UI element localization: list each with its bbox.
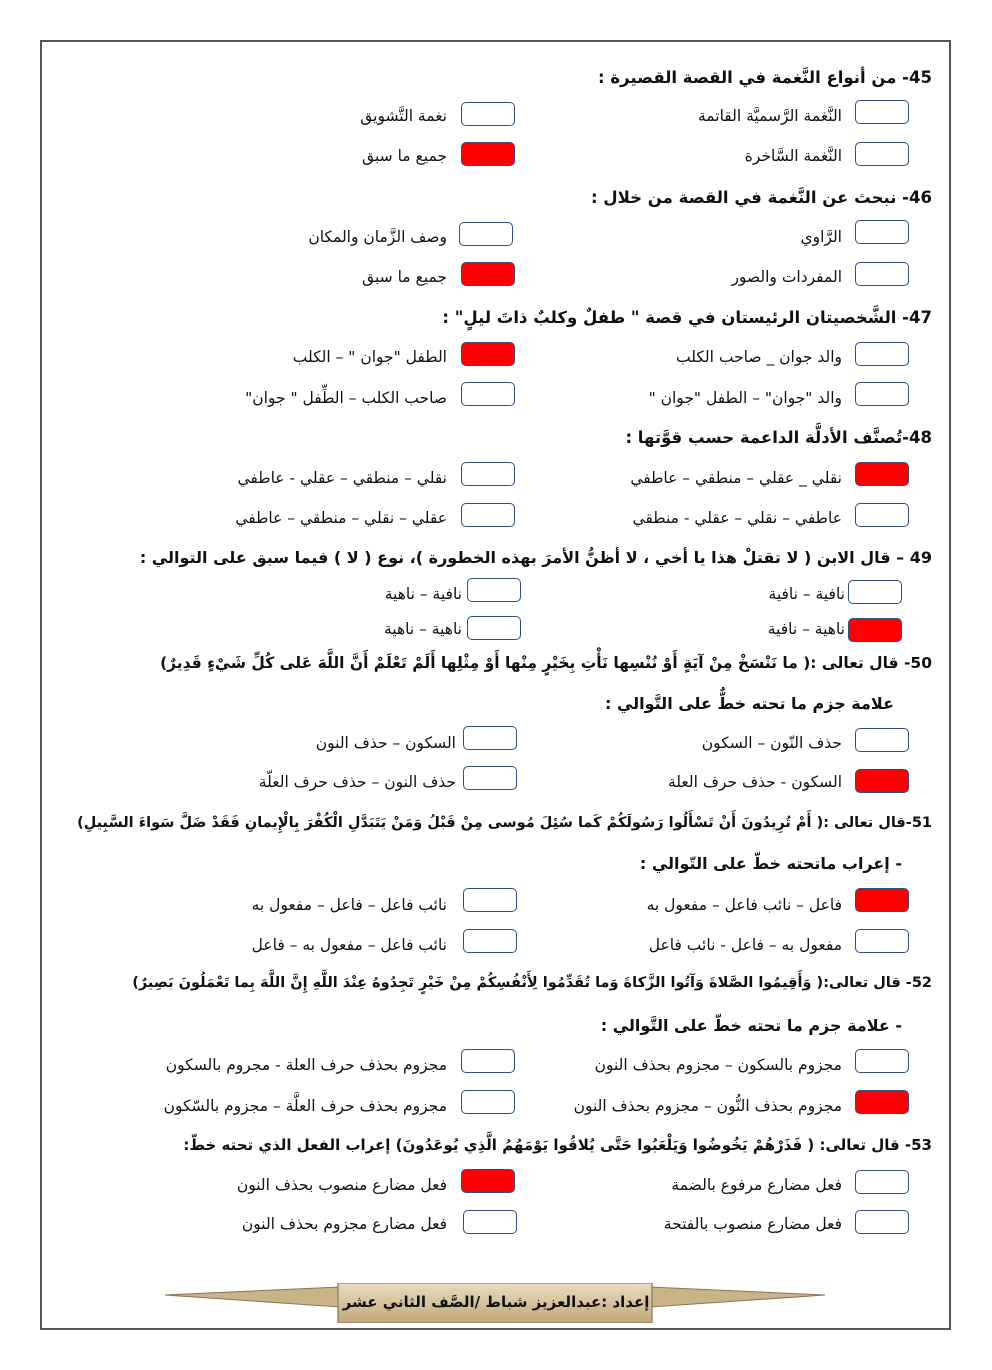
q53-option-1-label: فعل مضارع مرفوع بالضمة [671, 1176, 842, 1194]
q52-option-2-label: مجزوم بحذف حرف العلة - مجروم بالسكون [165, 1056, 447, 1074]
q47-option-4-label: صاحب الكلب – الطِّفل " جوان" [245, 389, 447, 407]
q52-option-1-label: مجزوم بالسكون – مجزوم بحذف النون [594, 1056, 842, 1074]
q49-option-2-label: نافية – ناهية [384, 585, 462, 603]
q50-option-3-checkbox[interactable] [855, 769, 909, 793]
q48-option-4-checkbox[interactable] [461, 503, 515, 527]
q45-option-2-checkbox[interactable] [461, 102, 515, 126]
q47-option-1-label: والد جوان _ صاحب الكلب [675, 348, 842, 366]
q48-option-1-checkbox[interactable] [855, 462, 909, 486]
q46-option-2-label: وصف الزَّمان والمكان [308, 228, 447, 246]
q53-option-3-checkbox[interactable] [855, 1210, 909, 1234]
q45-option-3-label: النَّغمة السَّاخرة [744, 147, 842, 165]
q47-option-3-checkbox[interactable] [855, 382, 909, 406]
q47-option-1-checkbox[interactable] [855, 342, 909, 366]
q45-option-1-label: النَّغمة الرَّسميَّة القاتمة [697, 107, 842, 125]
q46-option-3-checkbox[interactable] [855, 262, 909, 286]
q53-option-2-label: فعل مضارع منصوب بحذف النون [236, 1176, 447, 1194]
q50-option-4-label: حذف النون – حذف حرف العلّة [258, 773, 456, 791]
q46-option-1-label: الرَّاوي [800, 228, 842, 246]
q53-option-4-label: فعل مضارع مجزوم بحذف النون [241, 1215, 447, 1233]
q46-option-3-label: المفردات والصور [731, 268, 842, 286]
question-52-title: 52- قال تعالى:( وَأَقِيمُوا الصَّلاةَ وَآتُوا الزَّكاةَ وَما تُقَدِّمُوا لِأَنْفُسِكُمْ مِنْ خَيْرٍ تَجِدُوهُ عِنْدَ اللَّهِ إِنَّ اللَّهَ بِما تَعْمَلُونَ بَصِيرٌ) [132, 975, 932, 991]
q48-option-4-label: عقلي – نقلي – منطقي – عاطفي [235, 509, 447, 527]
q49-option-1-label: نافية – نافية [768, 585, 845, 603]
q50-option-2-label: السكون – حذف النون [315, 734, 456, 752]
q49-option-4-label: ناهية – ناهية [384, 620, 462, 638]
q48-option-3-label: عاطفي – نقلي – عقلي - منطقي [632, 509, 842, 527]
footer-credit: إعداد :عبدالعزيز شباط /الصَّف الثاني عشر [342, 1293, 650, 1311]
q48-option-3-checkbox[interactable] [855, 503, 909, 527]
q53-option-4-checkbox[interactable] [463, 1210, 517, 1234]
q45-option-4-label: جميع ما سبق [362, 147, 447, 165]
q51-option-3-checkbox[interactable] [855, 929, 909, 953]
q48-option-2-label: نقلي – منطقي – عقلي - عاطفي [237, 469, 447, 487]
q50-option-4-checkbox[interactable] [463, 766, 517, 790]
q52-option-1-checkbox[interactable] [855, 1049, 909, 1073]
q51-option-2-label: نائب فاعل – فاعل – مفعول به [251, 896, 447, 914]
q45-option-3-checkbox[interactable] [855, 142, 909, 166]
question-53-title: 53- قال تعالى: ( فَذَرْهُمْ يَخُوضُوا وَيَلْعَبُوا حَتَّى يُلاقُوا يَوْمَهُمُ الَّذِي يُوعَدُونَ) إعراب الفعل الذي تحته خطّ: [183, 1136, 932, 1154]
q53-option-3-label: فعل مضارع منصوب بالفتحة [663, 1215, 842, 1233]
question-50-subtitle: علامة جزم ما تحته خطٌّ على التَّوالي : [604, 694, 894, 713]
question-50-title: 50- قال تعالى :( ما نَنْسَخْ مِنْ آيَةٍ أَوْ نُنْسِها نَأْتِ بِخَيْرٍ مِنْها أَوْ مِثْلِها أَلَمْ تَعْلَمْ أَنَّ اللَّهَ عَلى كُلِّ شَيْءٍ قَدِيرٌ) [160, 654, 932, 672]
q49-option-2-checkbox[interactable] [467, 578, 521, 602]
q48-option-1-label: نقلي _ عقلي – منطقي – عاطفي [630, 469, 842, 487]
q49-option-3-label: ناهية – نافية [767, 620, 845, 638]
q48-option-2-checkbox[interactable] [461, 462, 515, 486]
q47-option-2-checkbox[interactable] [461, 342, 515, 366]
q47-option-4-checkbox[interactable] [461, 382, 515, 406]
q45-option-1-checkbox[interactable] [855, 100, 909, 124]
q45-option-2-label: نغمة التَّشويق [360, 107, 447, 125]
q51-option-4-checkbox[interactable] [463, 929, 517, 953]
q50-option-2-checkbox[interactable] [463, 726, 517, 750]
q50-option-1-label: حذف النّون – السكون [701, 734, 842, 752]
q46-option-4-checkbox[interactable] [461, 262, 515, 286]
question-46-title: 46- نبحث عن النَّغمة في القصة من خلال : [590, 188, 932, 207]
q51-option-4-label: نائب فاعل – مفعول به – فاعل [251, 936, 447, 954]
q49-option-3-checkbox[interactable] [848, 618, 902, 642]
question-51-title: 51-قال تعالى :( أَمْ تُرِيدُونَ أَنْ تَسْأَلُوا رَسُولَكُمْ كَما سُئِلَ مُوسى مِنْ قَبْلُ وَمَنْ يَتَبَدَّلِ الْكُفْرَ بِالْإِيمانِ فَقَدْ ضَلَّ سَواءَ السَّبِيلِ) [77, 815, 932, 831]
question-45-title: 45- من أنواع النَّغمة في القصة القصيرة : [598, 68, 932, 87]
q47-option-2-label: الطفل "جوان " – الكلب [292, 348, 447, 366]
q50-option-3-label: السكون - حذف حرف العلة [667, 773, 842, 791]
q52-option-3-label: مجزوم بحذف النُّون – مجزوم بحذف النون [573, 1097, 842, 1115]
question-49-title: 49 – قال الابن ( لا تقتلْ هذا يا أخي ، لا أظنُّ الأمرَ بهذه الخطورة )، نوع ( لا ) فيما سبق على التوالي : [139, 548, 932, 567]
question-47-title: 47- الشَّخصيتان الرئيستان في قصة " طفلٌ وكلبٌ ذاتَ ليلٍ" : [442, 308, 932, 327]
q52-option-4-checkbox[interactable] [461, 1090, 515, 1114]
question-51-subtitle: - إعراب ماتحته خطّ على التّوالي : [639, 854, 902, 873]
q51-option-3-label: مفعول به – فاعل - نائب فاعل [648, 936, 842, 954]
q53-option-2-checkbox[interactable] [461, 1169, 515, 1193]
q51-option-1-label: فاعل – نائب فاعل – مفعول به [646, 896, 842, 914]
q52-option-4-label: مجزوم بحذف حرف العلَّة – مجزوم بالسّكون [163, 1097, 447, 1115]
question-48-title: 48-تُصنَّف الأدلَّة الداعمة حسب قوَّتها : [625, 428, 932, 447]
q53-option-1-checkbox[interactable] [855, 1170, 909, 1194]
q51-option-1-checkbox[interactable] [855, 888, 909, 912]
q52-option-2-checkbox[interactable] [461, 1049, 515, 1073]
q46-option-2-checkbox[interactable] [459, 222, 513, 246]
question-52-subtitle: - علامة جزم ما تحته خطّ على التَّوالي : [600, 1016, 902, 1035]
q47-option-3-label: والد "جوان" – الطفل "جوان " [648, 389, 842, 407]
q52-option-3-checkbox[interactable] [855, 1090, 909, 1114]
q49-option-4-checkbox[interactable] [467, 616, 521, 640]
q46-option-1-checkbox[interactable] [855, 220, 909, 244]
q49-option-1-checkbox[interactable] [848, 580, 902, 604]
q45-option-4-checkbox[interactable] [461, 142, 515, 166]
q46-option-4-label: جميع ما سبق [362, 268, 447, 286]
q51-option-2-checkbox[interactable] [463, 888, 517, 912]
q50-option-1-checkbox[interactable] [855, 728, 909, 752]
